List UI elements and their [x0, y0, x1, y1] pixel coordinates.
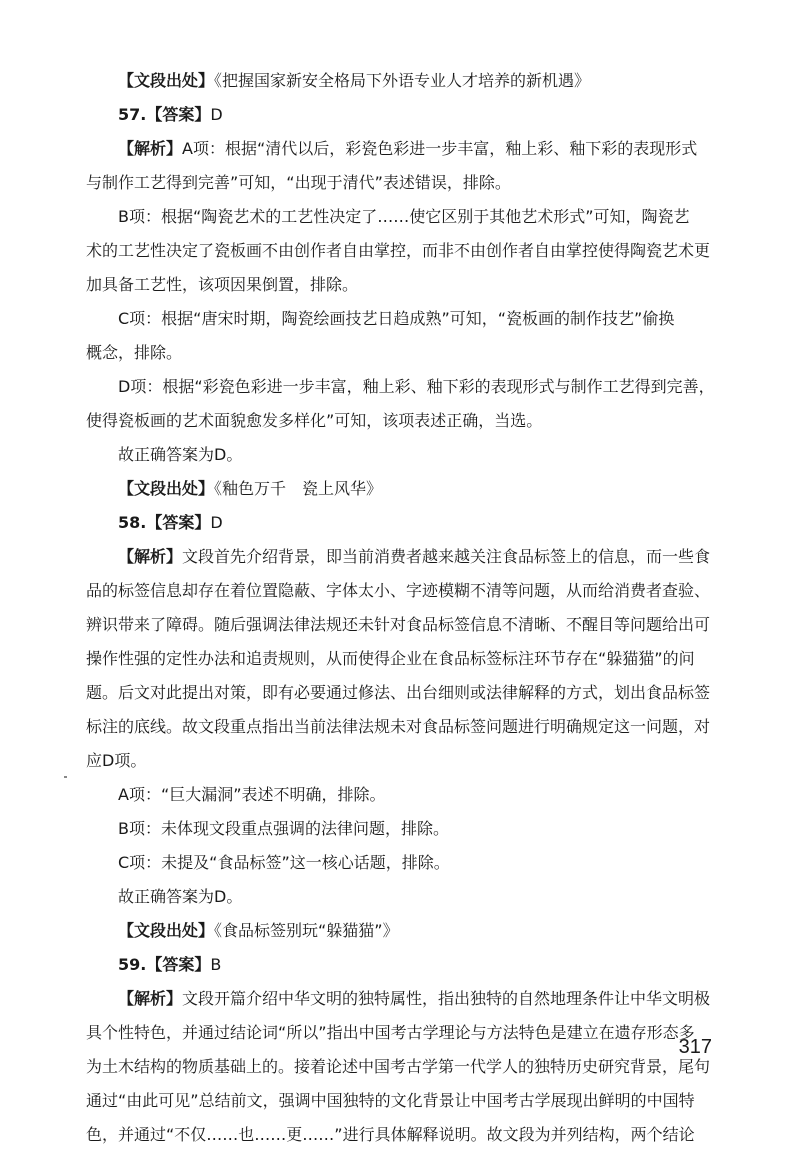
text-line — [86, 1050, 716, 1084]
text-line — [86, 472, 716, 506]
text-line — [86, 642, 716, 676]
text-line — [86, 64, 716, 98]
line-text: 为土木结构的物质基础上的。接着论述中国考古学第一代学人的独特历史研究背景，尾句 — [86, 1057, 711, 1076]
line-text: 加具备工艺性，该项因果倒置，排除。 — [86, 275, 359, 294]
text-line — [86, 234, 716, 268]
text-line — [86, 302, 716, 336]
text-line — [86, 914, 716, 948]
section-label: 59.【答案】 — [118, 955, 211, 974]
margin-mark — [64, 776, 67, 778]
line-text: 故正确答案为D。 — [118, 445, 243, 464]
text-line — [86, 404, 716, 438]
text-line — [86, 268, 716, 302]
line-text: C项：未提及“食品标签”这一核心话题，排除。 — [118, 853, 450, 872]
text-line — [86, 574, 716, 608]
line-text: 辨识带来了障碍。随后强调法律法规还未针对食品标签信息不清晰、不醒目等问题给出可 — [86, 615, 711, 634]
section-label: 【解析】 — [118, 547, 183, 566]
text-line — [86, 1118, 716, 1152]
page-number: 317 — [678, 1036, 712, 1058]
document-body — [86, 64, 716, 1152]
line-text: 通过“由此可见”总结前文，强调中国独特的文化背景让中国考古学展现出鲜明的中国特 — [86, 1091, 695, 1110]
line-text: 故正确答案为D。 — [118, 887, 243, 906]
section-label: 57.【答案】 — [118, 105, 211, 124]
section-label: 【解析】 — [118, 139, 183, 158]
text-line — [86, 710, 716, 744]
text-line — [86, 540, 716, 574]
text-line — [86, 1084, 716, 1118]
line-text: D项：根据“彩瓷色彩进一步丰富，釉上彩、釉下彩的表现形式与制作工艺得到完善， — [118, 377, 715, 396]
text-line — [86, 336, 716, 370]
text-line — [86, 948, 716, 982]
line-text: 应D项。 — [86, 751, 147, 770]
line-text: D — [210, 513, 223, 532]
text-line — [86, 778, 716, 812]
line-text: 色，并通过“不仅……也……更……”进行具体解释说明。故文段为并列结构，两个结论 — [86, 1125, 695, 1144]
text-line — [86, 812, 716, 846]
line-text: B项：根据“陶瓷艺术的工艺性决定了……使它区别于其他艺术形式”可知，陶瓷艺 — [118, 207, 690, 226]
text-line — [86, 1016, 716, 1050]
text-line — [86, 438, 716, 472]
line-text: D — [210, 105, 223, 124]
text-line — [86, 370, 716, 404]
text-line — [86, 166, 716, 200]
line-text: A项：“巨大漏洞”表述不明确，排除。 — [118, 785, 386, 804]
line-text: 《食品标签别玩“躲猫猫”》 — [214, 921, 399, 940]
text-line — [86, 608, 716, 642]
text-line — [86, 132, 716, 166]
line-text: 文段首先介绍背景，即当前消费者越来越关注食品标签上的信息，而一些食 — [182, 547, 711, 566]
line-text: 《釉色万千 瓷上风华》 — [214, 479, 383, 498]
text-line — [86, 676, 716, 710]
line-text: 文段开篇介绍中华文明的独特属性，指出独特的自然地理条件让中华文明极 — [182, 989, 711, 1008]
line-text: 操作性强的定性办法和追责规则，从而使得企业在食品标签标注环节存在“躲猫猫”的问 — [86, 649, 695, 668]
section-label: 【文段出处】 — [118, 921, 215, 940]
text-line — [86, 98, 716, 132]
line-text: 题。后文对此提出对策，即有必要通过修法、出台细则或法律解释的方式，划出食品标签 — [86, 683, 711, 702]
section-label: 【解析】 — [118, 989, 183, 1008]
section-label: 【文段出处】 — [118, 479, 215, 498]
text-line — [86, 506, 716, 540]
line-text: B — [210, 955, 222, 974]
text-line — [86, 846, 716, 880]
text-line — [86, 200, 716, 234]
line-text: A项：根据“清代以后，彩瓷色彩进一步丰富，釉上彩、釉下彩的表现形式 — [182, 139, 698, 158]
line-text: 概念，排除。 — [86, 343, 183, 362]
section-label: 58.【答案】 — [118, 513, 211, 532]
line-text: C项：根据“唐宋时期，陶瓷绘画技艺日趋成熟”可知，“瓷板画的制作技艺”偷换 — [118, 309, 675, 328]
line-text: 《把握国家新安全格局下外语专业人才培养的新机遇》 — [214, 71, 591, 90]
line-text: 具个性特色，并通过结论词“所以”指出中国考古学理论与方法特色是建立在遗存形态多 — [86, 1023, 695, 1042]
line-text: 与制作工艺得到完善”可知，“出现于清代”表述错误，排除。 — [86, 173, 511, 192]
text-line — [86, 744, 716, 778]
line-text: B项：未体现文段重点强调的法律问题，排除。 — [118, 819, 449, 838]
line-text: 标注的底线。故文段重点指出当前法律法规未对食品标签问题进行明确规定这一问题，对 — [86, 717, 711, 736]
line-text: 使得瓷板画的艺术面貌愈发多样化”可知，该项表述正确，当选。 — [86, 411, 543, 430]
text-line — [86, 880, 716, 914]
line-text: 品的标签信息却存在着位置隐蔽、字体太小、字迹模糊不清等问题，从而给消费者查验、 — [86, 581, 711, 600]
section-label: 【文段出处】 — [118, 71, 215, 90]
line-text: 术的工艺性决定了瓷板画不由创作者自由掌控，而非不由创作者自由掌控使得陶瓷艺术更 — [86, 241, 711, 260]
text-line — [86, 982, 716, 1016]
